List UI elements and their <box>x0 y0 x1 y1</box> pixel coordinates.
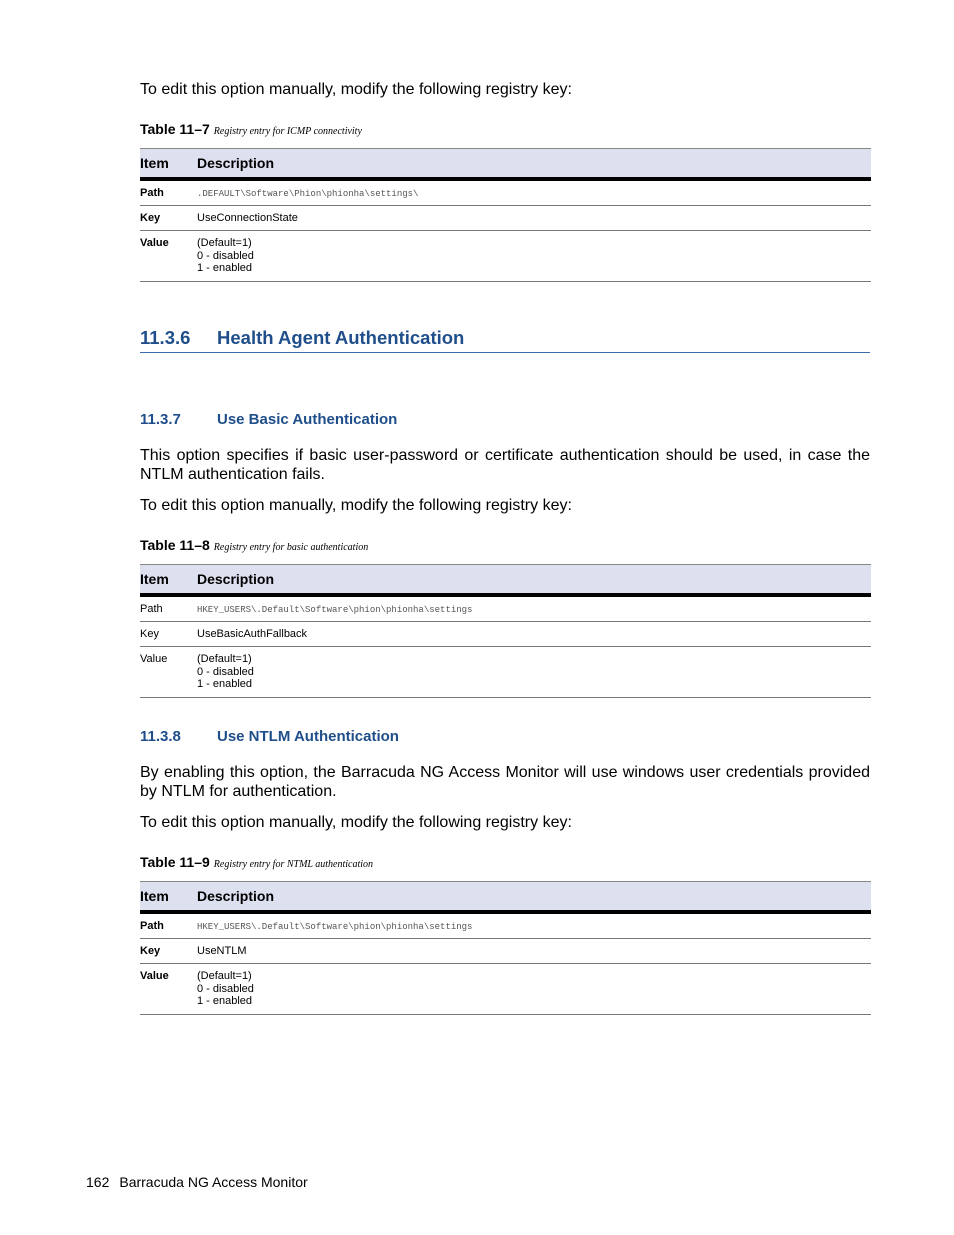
value-line: (Default=1) <box>197 653 252 665</box>
header-description: Description <box>197 565 871 596</box>
section-heading-11-3-7 <box>140 411 397 428</box>
row-value: .DEFAULT\Software\Phion\phionha\settings\ <box>197 189 419 199</box>
intro-paragraph: To edit this option manually, modify the following registry key: <box>140 81 572 98</box>
value-line: 1 - enabled <box>197 995 253 1007</box>
header-item: Item <box>140 882 197 913</box>
document-title: Barracuda NG Access Monitor <box>119 1174 308 1190</box>
table-caption-text: Registry entry for NTML authentication <box>213 859 374 870</box>
table-header-row <box>140 149 871 180</box>
table-caption <box>140 121 362 137</box>
value-line: 0 - disabled <box>197 982 254 995</box>
table-row <box>140 595 871 622</box>
value-line: 0 - disabled <box>197 665 254 678</box>
table-label: Table 11–9 <box>140 854 210 870</box>
section-heading-11-3-8 <box>140 728 399 745</box>
table-caption-text: Registry entry for ICMP connectivity <box>213 126 362 137</box>
page-number: 162 <box>86 1174 110 1190</box>
value-line: (Default=1) <box>197 970 252 982</box>
table-row <box>140 647 871 698</box>
row-item: Key <box>140 206 197 231</box>
section-number: 11.3.7 <box>140 411 181 428</box>
table-header-row <box>140 882 871 913</box>
table-header-row <box>140 565 871 596</box>
section-number: 11.3.8 <box>140 728 181 745</box>
value-line: 1 - enabled <box>197 678 253 690</box>
table-row <box>140 206 871 231</box>
table-row <box>140 912 871 939</box>
row-value: UseBasicAuthFallback <box>197 622 871 647</box>
row-item: Path <box>140 179 197 206</box>
section-heading-11-3-6 <box>140 327 870 353</box>
section-title: Use Basic Authentication <box>217 411 398 428</box>
table-label: Table 11–7 <box>140 121 210 137</box>
table-row <box>140 964 871 1015</box>
row-item: Value <box>140 231 197 282</box>
header-item: Item <box>140 149 197 180</box>
row-item: Value <box>140 647 197 698</box>
table-row <box>140 231 871 282</box>
section-title: Health Agent Authentication <box>217 327 465 348</box>
row-item: Value <box>140 964 197 1015</box>
registry-table-basic-auth <box>140 564 871 698</box>
table-caption-text: Registry entry for basic authentication <box>213 542 369 553</box>
value-line: 1 - enabled <box>197 262 253 274</box>
table-row <box>140 179 871 206</box>
table-row <box>140 939 871 964</box>
row-value: UseConnectionState <box>197 206 871 231</box>
value-line: (Default=1) <box>197 237 252 249</box>
table-caption <box>140 537 368 553</box>
registry-table-ntlm <box>140 881 871 1015</box>
section-title: Use NTLM Authentication <box>217 728 399 745</box>
table-label: Table 11–8 <box>140 537 210 553</box>
row-value: HKEY_USERS\.Default\Software\phion\phionha\settings <box>197 922 473 932</box>
header-description: Description <box>197 882 871 913</box>
paragraph: This option specifies if basic user-password or certificate authentication should be used, in case the NTLM authentication fails. <box>140 447 870 483</box>
header-item: Item <box>140 565 197 596</box>
row-item: Path <box>140 912 197 939</box>
paragraph: To edit this option manually, modify the following registry key: <box>140 497 572 514</box>
row-item: Key <box>140 622 197 647</box>
section-number: 11.3.6 <box>140 327 191 348</box>
registry-table-icmp <box>140 148 871 282</box>
table-caption <box>140 854 373 870</box>
row-item: Key <box>140 939 197 964</box>
row-value: UseNTLM <box>197 939 871 964</box>
row-value: HKEY_USERS\.Default\Software\phion\phionha\settings <box>197 605 473 615</box>
table-row <box>140 622 871 647</box>
row-item: Path <box>140 595 197 622</box>
value-line: 0 - disabled <box>197 249 254 262</box>
paragraph: By enabling this option, the Barracuda NG Access Monitor will use windows user credentials provided by NTLM for authentication. <box>140 764 870 800</box>
page-footer <box>86 1174 308 1190</box>
paragraph: To edit this option manually, modify the following registry key: <box>140 814 572 831</box>
header-description: Description <box>197 149 871 180</box>
